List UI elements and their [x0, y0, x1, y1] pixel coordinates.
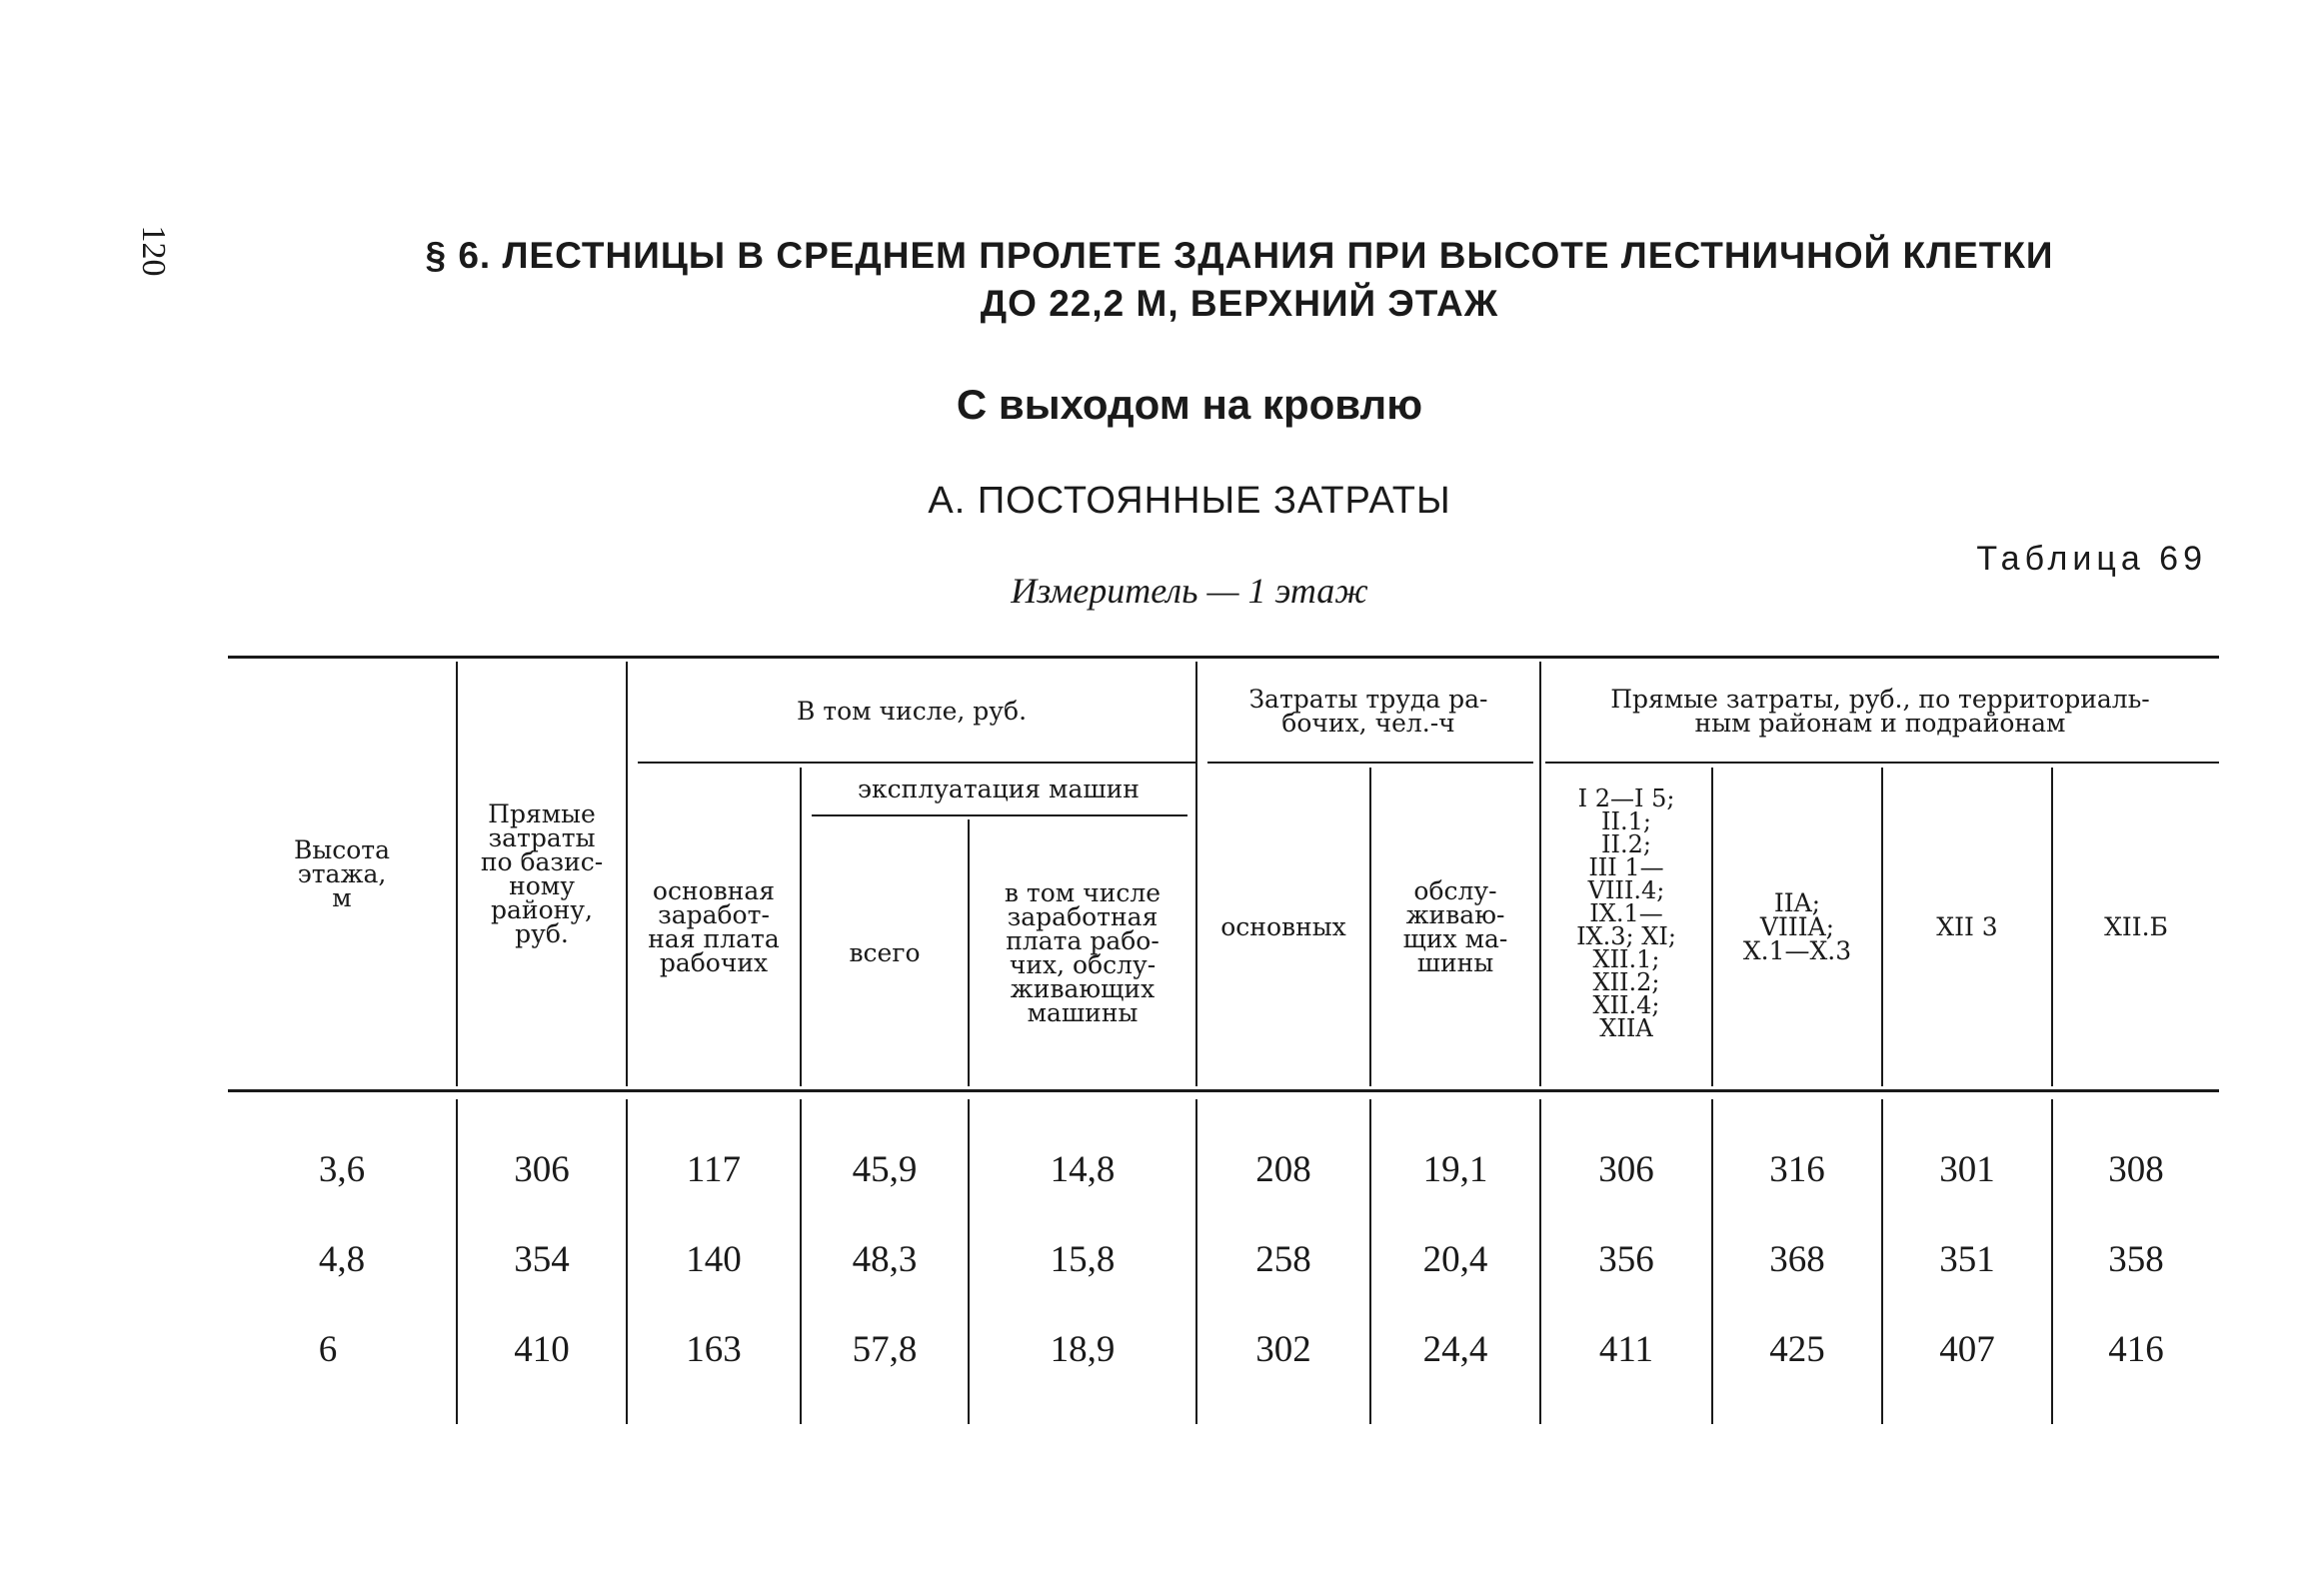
section-heading: А. ПОСТОЯННЫЕ ЗАТРАТЫ [928, 480, 1451, 522]
cell-total: 48,3 [852, 1238, 918, 1280]
header-incl-rub: В том числе, руб. [796, 697, 1028, 726]
table-top-rule [228, 656, 2219, 659]
header-labor: Затраты труда ра- бочих, чел.-ч [1248, 685, 1488, 738]
cell-height: 6 [318, 1328, 338, 1370]
header-region-2: IIA; VIIIA; X.1—X.3 [1742, 887, 1852, 965]
cell-region-4: 358 [2108, 1238, 2164, 1280]
page-number: 120 [135, 225, 172, 277]
incl-rub-rule [638, 762, 1197, 764]
header-direct-regions: Прямые затраты, руб., по территориаль- ным районам и подрайонам [1610, 685, 2150, 738]
cell-main-workers: 208 [1255, 1148, 1311, 1190]
cell-direct-base: 306 [514, 1148, 570, 1190]
cell-height: 3,6 [318, 1148, 366, 1190]
header-service-workers: обслу- живаю- щих ма- шины [1402, 875, 1508, 977]
header-height: Высота этажа, м [293, 834, 391, 912]
cell-region-3: 407 [1939, 1328, 1995, 1370]
header-region-1: I 2—I 5; II.1; II.2; III 1— VIII.4; IX.1— IX.3; XI; XII.1; XII.2; XII.4; XIIA [1576, 784, 1676, 1042]
header-incl-wage: в том числе заработная плата рабо- чих, обслу- живающих машины [1004, 877, 1162, 1027]
cell-region-1: 411 [1598, 1328, 1654, 1370]
header-total: всего [849, 937, 921, 967]
header-base-wage: основная заработ- ная плата рабочих [648, 875, 780, 977]
header-direct-base: Прямые затраты по базис- ному району, руб. [480, 798, 604, 948]
header-machine-ops: эксплуатация машин [858, 775, 1140, 803]
cell-region-4: 416 [2108, 1328, 2164, 1370]
cell-total: 45,9 [852, 1148, 918, 1190]
meter-caption: Измеритель — 1 этаж [1011, 571, 1368, 611]
header-main-workers: основных [1220, 911, 1346, 941]
cell-service-workers: 24,4 [1422, 1328, 1488, 1370]
machine-ops-rule [812, 814, 1187, 816]
cell-incl-wage: 14,8 [1050, 1148, 1116, 1190]
labor-rule [1207, 762, 1533, 764]
cell-region-3: 351 [1939, 1238, 1995, 1280]
cell-incl-wage: 15,8 [1050, 1238, 1116, 1280]
cell-main-workers: 302 [1255, 1328, 1311, 1370]
subtitle: С выходом на кровлю [956, 381, 1423, 428]
table-label: Таблица 69 [1976, 540, 2207, 578]
title-line-2: ДО 22,2 М, ВЕРХНИЙ ЭТАЖ [980, 283, 1499, 324]
cell-region-2: 425 [1769, 1328, 1825, 1370]
cell-region-1: 306 [1598, 1148, 1654, 1190]
cell-base-wage: 117 [686, 1148, 742, 1190]
cell-incl-wage: 18,9 [1050, 1328, 1116, 1370]
header-region-4: XII.Б [2104, 911, 2168, 941]
header-region-3: XII 3 [1936, 911, 1998, 941]
cell-service-workers: 19,1 [1422, 1148, 1488, 1190]
cell-region-2: 368 [1769, 1238, 1825, 1280]
cell-base-wage: 140 [686, 1238, 742, 1280]
cell-region-4: 308 [2108, 1148, 2164, 1190]
cell-base-wage: 163 [686, 1328, 742, 1370]
cell-region-1: 356 [1598, 1238, 1654, 1280]
cell-total: 57,8 [852, 1328, 918, 1370]
cell-service-workers: 20,4 [1422, 1238, 1488, 1280]
cell-region-3: 301 [1939, 1148, 1995, 1190]
cell-main-workers: 258 [1255, 1238, 1311, 1280]
cell-region-2: 316 [1769, 1148, 1825, 1190]
cell-height: 4,8 [318, 1238, 366, 1280]
header-bottom-rule [228, 1089, 2219, 1092]
cell-direct-base: 354 [514, 1238, 570, 1280]
cell-direct-base: 410 [514, 1328, 570, 1370]
title-line-1: § 6. ЛЕСТНИЦЫ В СРЕДНЕМ ПРОЛЕТЕ ЗДАНИЯ ПРИ ВЫСОТЕ ЛЕСТНИЧНОЙ КЛЕТКИ [425, 235, 2054, 276]
